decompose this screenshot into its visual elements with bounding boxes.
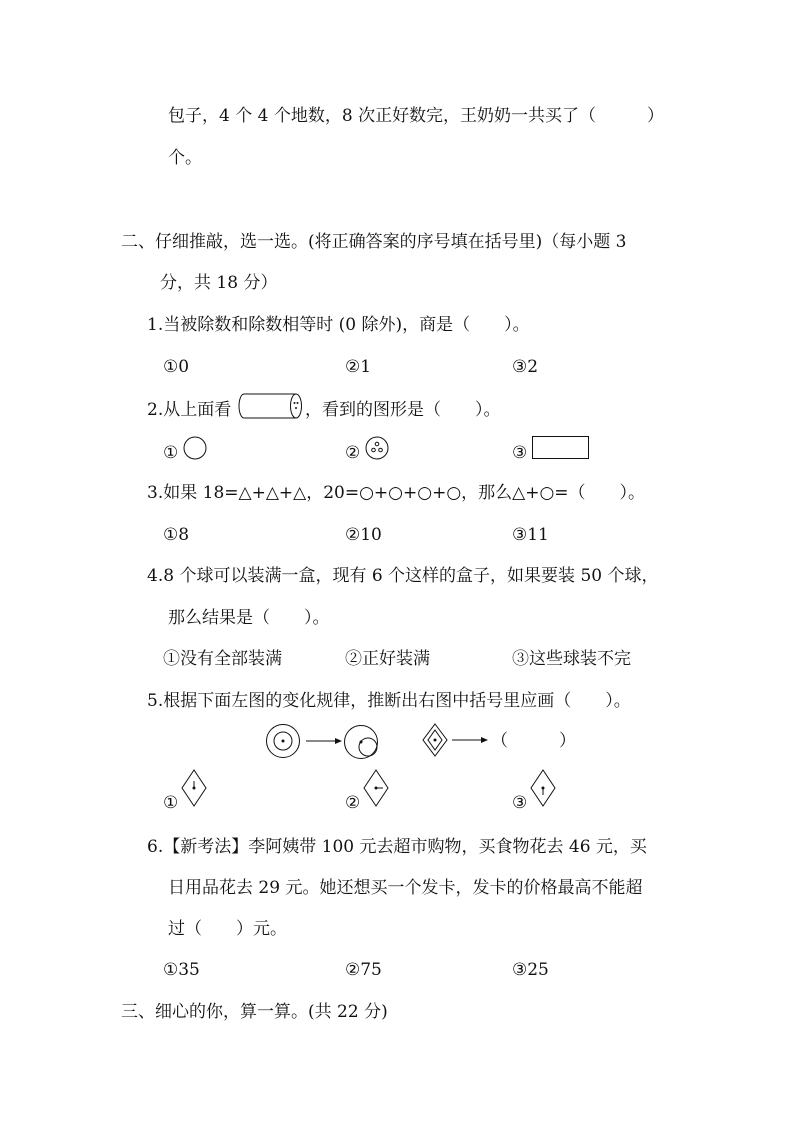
question-6-option-2: ②75 xyxy=(345,960,382,980)
section-2-header: 二、仔细推敲，选一选。(将正确答案的序号填在括号里)（每小题 3 xyxy=(121,232,627,252)
question-3-option-1: ①8 xyxy=(163,525,190,545)
concentric-diamonds-icon xyxy=(423,724,447,756)
cylinder-side-icon xyxy=(238,393,304,419)
section-3-header: 三、细心的你，算一算。(共 22 分) xyxy=(121,1002,388,1022)
question-6-stem-line-2: 日用品花去 29 元。她还想买一个发卡，发卡的价格最高不能超 xyxy=(168,878,643,898)
question-2-option-3: ③ xyxy=(512,443,528,463)
diamond-option-icon xyxy=(180,768,210,812)
circle-with-inner-circle-icon xyxy=(345,726,378,759)
question-5-option-2: ② xyxy=(345,793,361,813)
question-5-stem: 5.根据下面左图的变化规律，推断出右图中括号里应画（ ）。 xyxy=(147,691,631,711)
question-2-stem-before: 2.从上面看 xyxy=(147,400,232,420)
diamond-option-icon xyxy=(362,768,392,812)
pattern-left-figure xyxy=(265,722,385,762)
question-6-stem-line-1: 6.【新考法】李阿姨带 100 元去超市购物，买食物花去 46 元，买 xyxy=(147,837,647,857)
question-2-option-2: ② xyxy=(345,443,361,463)
question-3-stem: 3.如果 18=△+△+△，20=○+○+○+○，那么△+○=（ ）。 xyxy=(147,483,646,503)
question-5-answer-blank: （ ） xyxy=(491,731,576,751)
question-1-option-2: ②1 xyxy=(345,357,372,377)
question-4-option-2: ②正好装满 xyxy=(345,649,430,669)
arrow-icon xyxy=(306,738,342,744)
question-3-option-2: ②10 xyxy=(345,525,382,545)
question-5-option-1: ① xyxy=(163,793,179,813)
section-2-header-score: 分，共 18 分） xyxy=(160,273,278,293)
question-6-option-1: ①35 xyxy=(163,960,200,980)
question-3-option-3: ③11 xyxy=(512,525,549,545)
question-4-option-3: ③这些球装不完 xyxy=(512,649,631,669)
question-6-option-3: ③25 xyxy=(512,960,549,980)
concentric-circles-icon xyxy=(267,725,300,758)
circle-three-dots-icon xyxy=(364,436,390,462)
question-continuation-line-2: 个。 xyxy=(168,148,202,168)
question-1-stem: 1.当被除数和除数相等时 (0 除外)，商是（ ）。 xyxy=(147,315,530,335)
question-1-option-3: ③2 xyxy=(512,357,539,377)
question-4-stem-line-2: 那么结果是（ ）。 xyxy=(168,608,330,628)
question-4-stem-line-1: 4.8 个球可以装满一盒，现有 6 个这样的盒子，如果要装 50 个球， xyxy=(147,566,659,586)
question-1-option-1: ①0 xyxy=(163,357,190,377)
rectangle-icon xyxy=(532,436,590,462)
circle-icon xyxy=(182,436,208,462)
diamond-option-icon xyxy=(529,768,559,812)
question-4-option-1: ①没有全部装满 xyxy=(163,649,282,669)
question-2-option-1: ① xyxy=(163,443,179,463)
arrow-icon xyxy=(452,737,488,743)
question-5-option-3: ③ xyxy=(512,793,528,813)
question-6-stem-line-3: 过（ ）元。 xyxy=(168,919,287,939)
question-2-stem-after: ，看到的图形是（ ）。 xyxy=(305,400,501,420)
question-continuation-line-1: 包子，4 个 4 个地数，8 次正好数完，王奶奶一共买了（ ） xyxy=(168,106,665,126)
